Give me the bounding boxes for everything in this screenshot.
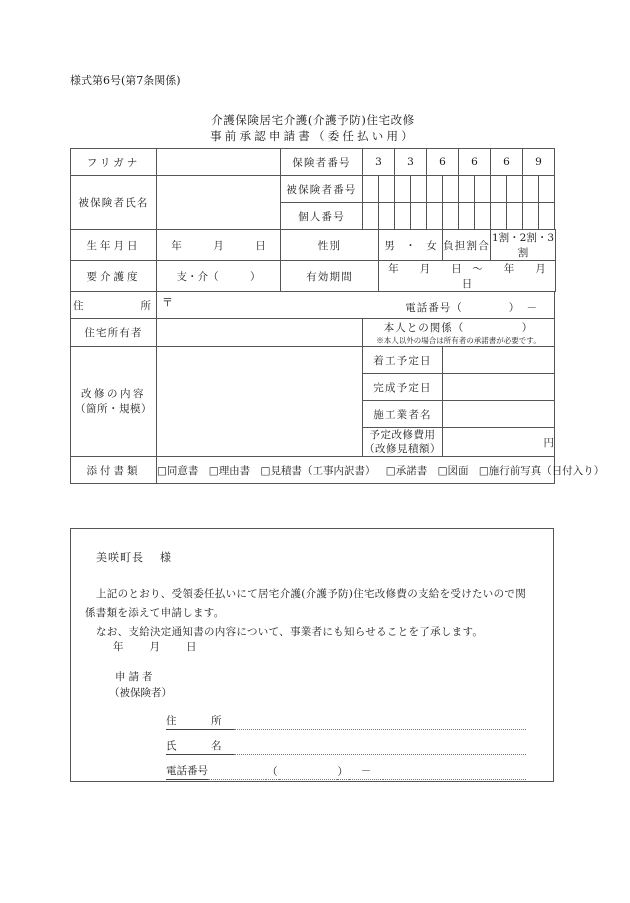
- postal-code-mark: 〒: [162, 296, 173, 309]
- insured-number-cell-4[interactable]: [411, 176, 427, 203]
- personal-number-cell-3[interactable]: [395, 203, 411, 230]
- start-date-value-cell[interactable]: [443, 347, 555, 374]
- contractor-value-cell[interactable]: [443, 401, 555, 428]
- signature-fields: [166, 705, 526, 780]
- insured-number-label: 被保険者番号: [281, 176, 363, 203]
- table-row-start-date: [71, 347, 556, 374]
- personal-number-cell-10[interactable]: [507, 203, 523, 230]
- table-row-birthdate: [71, 230, 556, 261]
- applicant-heading: [109, 669, 172, 701]
- insured-number-cell-1: [363, 176, 379, 203]
- birthdate-value[interactable]: 年 月 日: [157, 230, 281, 261]
- completion-date-value-cell[interactable]: [443, 374, 555, 401]
- applicant-sub-label: （被保険者）: [109, 687, 172, 699]
- declaration-paragraph-1: 上記のとおり、受領委任払いにて居宅介護(介護予防)住宅改修費の支給を受けたいので関係書類を添えて申請します。: [85, 588, 526, 619]
- attachment-label-3: 見積書（工事内訳書）: [270, 464, 376, 477]
- furigana-label: フリガナ: [71, 149, 157, 176]
- declaration-block: [70, 528, 554, 782]
- home-owner-value-cell[interactable]: [157, 319, 363, 347]
- signature-telephone-area-code[interactable]: [279, 765, 337, 780]
- insurer-digit-4: 6: [459, 149, 491, 176]
- signature-row-telephone[interactable]: [166, 755, 526, 780]
- cost-label-line-2: （改修見積額）: [364, 443, 441, 455]
- insurer-digit-3: 6: [427, 149, 459, 176]
- signature-row-address[interactable]: [166, 705, 526, 730]
- insurer-digit-1: 3: [363, 149, 395, 176]
- valid-period-value[interactable]: 年 月 日 ～ 年 月 日: [379, 261, 556, 292]
- insured-number-cell-5[interactable]: [427, 176, 443, 203]
- insured-number-cell-10[interactable]: [507, 176, 523, 203]
- table-row-care-level: [71, 261, 556, 292]
- insured-number-cell-8[interactable]: [475, 176, 491, 203]
- title-line-1: 介護保険居宅介護(介護予防)住宅改修: [211, 113, 415, 127]
- renovation-content-label: [71, 347, 157, 457]
- insured-name-label: 被保険者氏名: [71, 176, 157, 230]
- personal-number-cell-2[interactable]: [379, 203, 395, 230]
- personal-number-cell-12[interactable]: [539, 203, 555, 230]
- valid-period-label: 有効期間: [281, 261, 379, 292]
- renovation-label-line-1: 改修の内容: [81, 387, 146, 400]
- attachment-label-2: 理由書: [218, 464, 251, 477]
- gender-value[interactable]: 男 ・ 女: [379, 230, 443, 261]
- currency-unit: 円: [543, 436, 554, 449]
- submission-date-month: 月: [149, 641, 160, 653]
- signature-telephone-label: 電話番号: [166, 763, 208, 780]
- insured-number-cell-12[interactable]: [539, 176, 555, 203]
- renovation-label-line-2: （箇所・規模）: [75, 402, 152, 415]
- table-row-insured-number: [71, 176, 556, 203]
- submission-date-line[interactable]: [113, 639, 197, 654]
- birthdate-label: 生年月日: [71, 230, 157, 261]
- owner-relation-text: 本人との関係（ ）: [383, 322, 534, 334]
- owner-relation-note: ※本人以外の場合は所有者の承諾書が必要です。: [376, 336, 541, 345]
- cost-value-cell[interactable]: [443, 428, 555, 457]
- personal-number-cell-6[interactable]: [443, 203, 459, 230]
- start-date-label: 着工予定日: [363, 347, 443, 374]
- checkbox-shodaku-icon[interactable]: □: [385, 464, 396, 477]
- cost-label-line-1: 予定改修費用: [369, 429, 436, 441]
- personal-number-cell-4[interactable]: [411, 203, 427, 230]
- table-row-attachments: [71, 457, 556, 484]
- burden-ratio-value[interactable]: 1割・2割・3割: [491, 230, 556, 261]
- personal-number-cell-5[interactable]: [427, 203, 443, 230]
- form-number: 様式第6号(第7条関係): [70, 74, 181, 87]
- personal-number-label: 個人番号: [281, 203, 363, 230]
- attachment-label-1: 同意書: [166, 464, 199, 477]
- personal-number-cell-7[interactable]: [459, 203, 475, 230]
- insurer-number-label: 保険者番号: [281, 149, 363, 176]
- title-line-2: 事前承認申請書（委任払い用）: [210, 129, 416, 143]
- form-title: [70, 112, 556, 144]
- applicant-info-table: [70, 148, 605, 484]
- address-label: 住 所: [71, 292, 157, 319]
- burden-ratio-label: 負担割合: [443, 230, 491, 261]
- cost-label: [363, 428, 443, 457]
- personal-number-cell-8[interactable]: [475, 203, 491, 230]
- checkbox-mitsumori-icon[interactable]: □: [260, 464, 271, 477]
- signature-telephone-open-paren: （: [267, 766, 278, 778]
- declaration-paragraph-2: なお、支給決定通知書の内容について、事業者にも知らせることを了承します。: [96, 626, 484, 638]
- completion-date-label: 完成予定日: [363, 374, 443, 401]
- insured-number-cell-9[interactable]: [491, 176, 507, 203]
- personal-number-cell-11[interactable]: [523, 203, 539, 230]
- attachments-label: 添付書類: [71, 457, 157, 484]
- signature-telephone-close-paren: ）: [337, 766, 348, 778]
- insured-name-value-cell[interactable]: [157, 176, 281, 230]
- addressee-name: 美咲町長: [96, 551, 144, 564]
- signature-address-input[interactable]: [234, 715, 527, 730]
- care-level-value[interactable]: 支・介（ ）: [157, 261, 281, 292]
- applicant-label: 申請者: [115, 671, 156, 683]
- insured-number-cell-2: [379, 176, 395, 203]
- signature-telephone-dash: －: [349, 765, 383, 780]
- signature-row-name[interactable]: [166, 730, 526, 755]
- signature-telephone-input[interactable]: [383, 765, 526, 780]
- insurer-digit-2: 3: [395, 149, 427, 176]
- address-value-cell[interactable]: [157, 292, 555, 319]
- signature-address-label: 住 所: [166, 713, 234, 730]
- care-level-label: 要介護度: [71, 261, 157, 292]
- checkbox-doui-icon[interactable]: □: [157, 464, 167, 477]
- table-row-home-owner: [71, 319, 556, 347]
- addressee-line: [96, 549, 172, 565]
- gender-label: 性別: [281, 230, 379, 261]
- signature-telephone-spacer: [208, 765, 266, 780]
- signature-name-label: 氏 名: [166, 738, 234, 755]
- address-telephone-line[interactable]: 電話番号（ ） －: [405, 302, 538, 314]
- insured-number-cell-7[interactable]: [459, 176, 475, 203]
- attachment-label-6: 施行前写真（日付入り）: [488, 464, 605, 477]
- submission-date-year: 年: [113, 641, 124, 653]
- attachment-label-4: 承諾書: [395, 464, 428, 477]
- renovation-content-value-cell[interactable]: [157, 347, 363, 457]
- checkbox-photo-icon[interactable]: □: [478, 464, 489, 477]
- addressee-honorific: 様: [160, 551, 172, 564]
- checkbox-riyu-icon[interactable]: □: [208, 464, 219, 477]
- insured-number-cell-6[interactable]: [443, 176, 459, 203]
- home-owner-label: 住宅所有者: [71, 319, 157, 347]
- contractor-label: 施工業者名: [363, 401, 443, 428]
- personal-number-cell-9[interactable]: [491, 203, 507, 230]
- table-row-address: [71, 292, 556, 319]
- declaration-text: [85, 585, 535, 642]
- attachments-list: [157, 457, 605, 484]
- attachment-label-5: 図面: [447, 464, 469, 477]
- submission-date-day: 日: [186, 641, 197, 653]
- insurer-digit-6: 9: [523, 149, 555, 176]
- checkbox-zumen-icon[interactable]: □: [437, 464, 448, 477]
- insurer-digit-5: 6: [491, 149, 523, 176]
- signature-name-input[interactable]: [234, 740, 527, 755]
- owner-relation-cell[interactable]: [363, 319, 555, 347]
- personal-number-cell-1[interactable]: [363, 203, 379, 230]
- furigana-value-cell[interactable]: [157, 149, 281, 176]
- insured-number-cell-3[interactable]: [395, 176, 411, 203]
- table-row-furigana: [71, 149, 556, 176]
- insured-number-cell-11[interactable]: [523, 176, 539, 203]
